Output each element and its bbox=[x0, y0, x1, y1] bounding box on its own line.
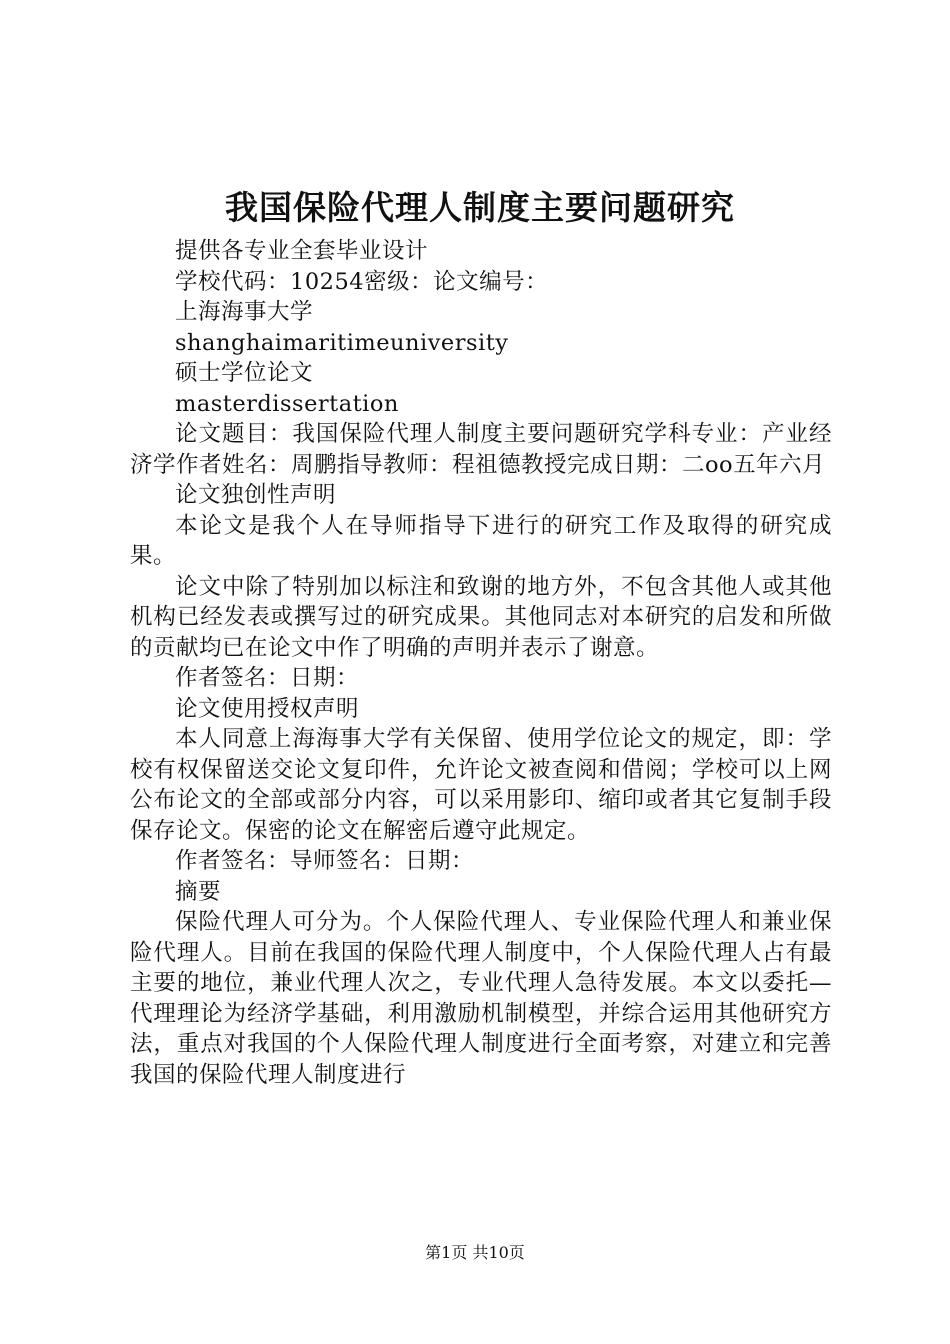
page-footer: 第1页 共10页 bbox=[425, 1243, 525, 1262]
paragraph: 论文使用授权声明 bbox=[175, 695, 360, 722]
paragraph: 本人同意上海海事大学有关保留、使用学位论文的规定，即：学校有权保留送交论文复印件，允许论文被查阅和借阅；学校可以上网公布论文的全部或部分内容，可以采用影印、缩印或者其它复制手段保存论文。保密的论文在解密后遵守此规定。 bbox=[130, 726, 832, 844]
paragraph: 提供各专业全套毕业设计 bbox=[175, 238, 429, 264]
paragraph: 作者签名：日期： bbox=[175, 665, 360, 691]
paragraph: 论文独创性声明 bbox=[175, 482, 337, 508]
paragraph: 作者签名：导师签名：日期： bbox=[175, 848, 475, 874]
paragraph: 硕士学位论文 bbox=[175, 360, 314, 386]
paragraph: 论文题目：我国保险代理人制度主要问题研究学科专业：产业经济学作者姓名：周鹏指导教师：程祖德教授完成日期：二oo五年六月 bbox=[130, 421, 832, 478]
paragraph: 摘要 bbox=[175, 878, 222, 905]
paragraph: shanghaimaritimeuniversity bbox=[175, 329, 509, 356]
paragraph: 本论文是我个人在导师指导下进行的研究工作及取得的研究成果。 bbox=[130, 512, 832, 569]
paragraph: 论文中除了特别加以标注和致谢的地方外，不包含其他人或其他机构已经发表或撰写过的研究成果。其他同志对本研究的启发和所做的贡献均已在论文中作了明确的声明并表示了谢意。 bbox=[130, 573, 832, 661]
paragraph: 学校代码：10254密级：论文编号： bbox=[175, 268, 549, 295]
paragraph: 上海海事大学 bbox=[175, 299, 314, 325]
document-title: 我国保险代理人制度主要问题研究 bbox=[225, 188, 735, 227]
paragraph: masterdissertation bbox=[175, 390, 399, 417]
document-body bbox=[130, 236, 832, 1090]
paragraph: 保险代理人可分为。个人保险代理人、专业保险代理人和兼业保险代理人。目前在我国的保险代理人制度中，个人保险代理人占有最主要的地位，兼业代理人次之，专业代理人急待发展。本文以委托—代理理论为经济学基础，利用激励机制模型，并综合运用其他研究方法，重点对我国的个人保险代理人制度进行全面考察，对建立和完善我国的保险代理人制度进行 bbox=[130, 909, 832, 1088]
